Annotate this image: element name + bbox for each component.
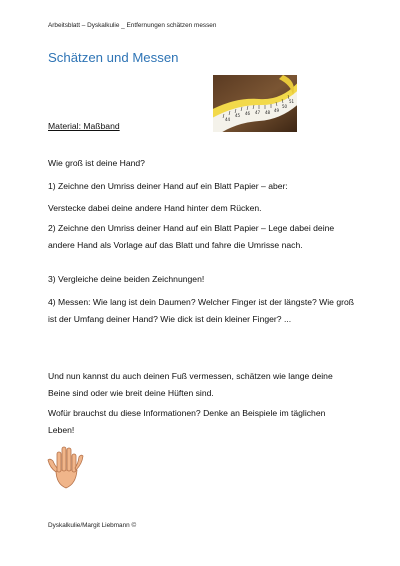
question-hand-size: Wie groß ist deine Hand? (48, 158, 145, 168)
material-label: Material: Maßband (48, 121, 120, 131)
tape-number: 51 (289, 99, 295, 104)
tape-number: 50 (282, 104, 288, 109)
page-title: Schätzen und Messen (48, 50, 179, 65)
page-header: Arbeitsblatt – Dyskalkulie _ Entfernungen schätzen messen (48, 22, 217, 29)
tape-number: 47 (255, 110, 261, 115)
instruction-4: 4) Messen: Wie lang ist dein Daumen? Welcher Finger ist der längste? Wie groß ist der Umfang deiner Hand? Wie dick ist dein kleiner Finger? ... (48, 297, 355, 324)
instruction-1: 1) Zeichne den Umriss deiner Hand auf ein Blatt Papier – aber: (48, 181, 288, 191)
tape-measure-photo (213, 75, 297, 132)
information-question: Wofür brauchst du diese Informationen? Denke an Beispiele im täglichen Leben! (48, 408, 326, 435)
instruction-3: 3) Vergleiche deine beiden Zeichnungen! (48, 274, 205, 284)
tape-number: 49 (274, 108, 280, 113)
instruction-2: 2) Zeichne den Umriss deiner Hand auf ein Blatt Papier – Lege dabei deine andere Hand als Vorlage auf das Blatt und fahre die Umrisse nach. (48, 223, 335, 250)
foot-measure-paragraph: Und nun kannst du auch deinen Fuß vermessen, schätzen wie lange deine Beine sind oder wie breit deine Hüften sind. (48, 371, 333, 398)
tape-number: 45 (235, 113, 241, 118)
instruction-1-note: Verstecke dabei deine andere Hand hinter dem Rücken. (48, 203, 262, 213)
tape-number: 44 (225, 117, 231, 122)
hand-with-fingers-illustration (46, 444, 86, 490)
tape-number: 48 (265, 110, 271, 115)
page-footer: Dyskalkulie/Margit Liebmann © (48, 522, 137, 529)
tape-number: 46 (245, 111, 251, 116)
